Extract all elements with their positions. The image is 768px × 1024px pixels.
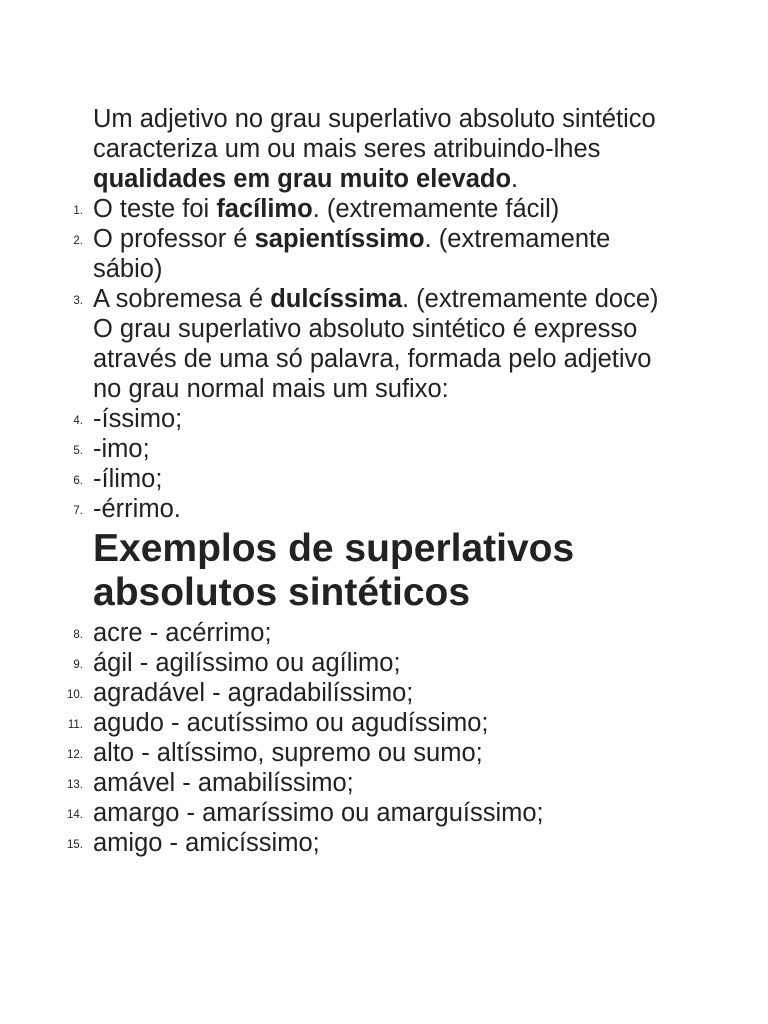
list-item: [0, 768, 768, 798]
list-number: 10.: [67, 689, 83, 701]
list-number: 4.: [73, 415, 83, 427]
list-item: [0, 404, 768, 434]
intro-text: Um adjetivo no grau superlativo absoluto sintético caracteriza um ou mais seres atribuindo-lhes: [93, 105, 656, 163]
example-text-end: . (extremamente fácil): [312, 195, 560, 223]
intro-bold: qualidades em grau muito elevado: [93, 165, 512, 193]
list-item: [0, 798, 768, 828]
list-item-text: alto - altíssimo, supremo ou sumo;: [93, 739, 483, 767]
list-item: [0, 464, 768, 494]
intro-paragraph: [0, 104, 768, 194]
list-number: 9.: [73, 659, 83, 671]
suffix-text: -íssimo;: [93, 405, 183, 433]
example-text: O professor é: [93, 225, 255, 253]
intro-text-end: .: [511, 165, 519, 193]
list-item: [0, 708, 768, 738]
list-item: [0, 678, 768, 708]
example-text: A sobremesa é: [93, 285, 271, 313]
list-item-text: agudo - acutíssimo ou agudíssimo;: [93, 709, 489, 737]
section-heading: Exemplos de superlativos absolutos sintéticos: [93, 527, 575, 614]
list-item: [0, 194, 768, 224]
list-number: 5.: [73, 445, 83, 457]
explanation-paragraph: O grau superlativo absoluto sintético é expresso através de uma só palavra, formada pelo adjetivo no grau normal mais um sufixo:: [93, 315, 652, 403]
example-bold: facílimo: [216, 195, 313, 223]
list-number: 3.: [73, 295, 83, 307]
example-bold: dulcíssima: [270, 285, 402, 313]
list-number: 7.: [73, 505, 83, 517]
suffix-text: -érrimo.: [93, 495, 181, 523]
suffix-text: -imo;: [93, 435, 150, 463]
list-item-text: amargo - amaríssimo ou amarguíssimo;: [93, 799, 544, 827]
example-text-end: . (extremamente sábio): [93, 225, 611, 283]
list-item: [0, 284, 768, 314]
list-item-text: agradável - agradabilíssimo;: [93, 679, 414, 707]
list-item: [0, 828, 768, 858]
list-item: [0, 434, 768, 464]
list-number: 8.: [73, 629, 83, 641]
list-item-text: amigo - amicíssimo;: [93, 829, 320, 857]
example-text: O teste foi: [93, 195, 217, 223]
list-item: [0, 618, 768, 648]
list-item: [0, 738, 768, 768]
example-bold: sapientíssimo: [254, 225, 425, 253]
list-item-text: acre - acérrimo;: [93, 619, 272, 647]
list-item-text: ágil - agilíssimo ou agílimo;: [93, 649, 401, 677]
list-item: [0, 224, 768, 284]
list-number: 15.: [67, 839, 83, 851]
list-number: 1.: [73, 205, 83, 217]
document-page: [0, 104, 768, 858]
list-number: 12.: [67, 749, 83, 761]
suffix-text: -ílimo;: [93, 465, 163, 493]
list-item: [0, 648, 768, 678]
list-item: [0, 494, 768, 524]
list-number: 2.: [73, 235, 83, 247]
example-text-end: . (extremamente doce): [402, 285, 659, 313]
list-number: 14.: [67, 809, 83, 821]
list-number: 6.: [73, 475, 83, 487]
list-item-text: amável - amabilíssimo;: [93, 769, 354, 797]
list-number: 13.: [67, 779, 83, 791]
list-number: 11.: [67, 719, 83, 731]
